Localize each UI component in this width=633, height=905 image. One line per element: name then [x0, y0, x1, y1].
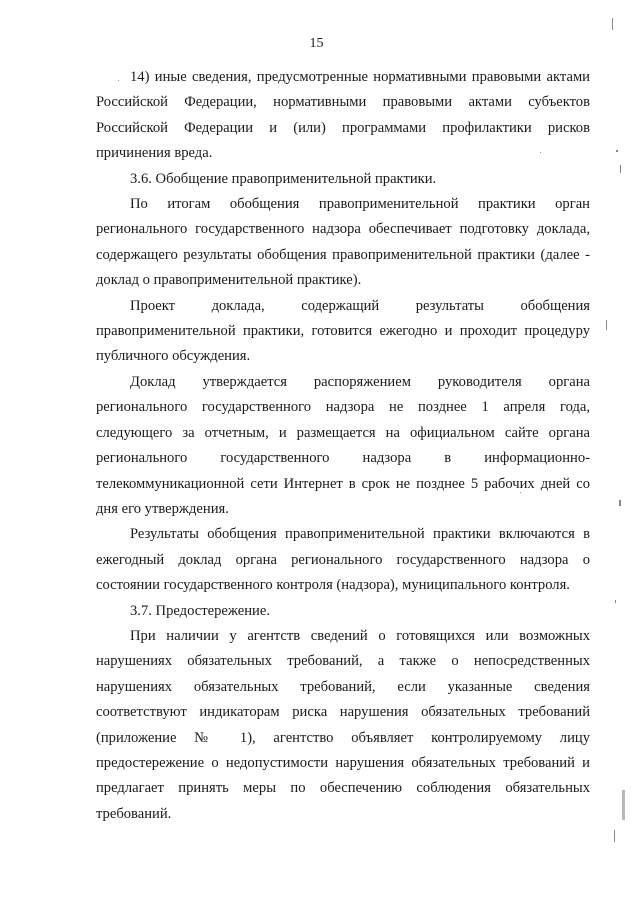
paragraph: По итогам обобщения правоприменительной практики орган регионального государственного надзора обеспечивает подготовку доклада, содержащего результаты обобщения правоприменительной практики (далее - доклад о правоприменительной практике). — [96, 196, 590, 289]
page-body — [96, 65, 590, 827]
paragraph: Доклад утверждается распоряжением руководителя органа регионального государственного надзора не позднее 1 апреля года, следующего за отчетным, и размещается на официальном сайте органа регионального государственного надзора в информационно-телекоммуникационной сети Интернет в срок не позднее 5 рабочих дней со дня его утверждения. — [96, 373, 590, 517]
page-number: 15 — [309, 36, 324, 51]
paragraph: Результаты обобщения правоприменительной практики включаются в ежегодный доклад органа регионального государственного надзора о состоянии государственного контроля (надзора), муниципального контроля. — [96, 526, 590, 594]
section-heading-3-7: 3.7. Предостережение. — [130, 602, 270, 619]
section-heading-3-6: 3.6. Обобщение правоприменительной практики. — [130, 170, 437, 187]
paragraph: При наличии у агентств сведений о готовящихся или возможных нарушениях обязательных требований, а также о непосредственных нарушениях обязательных требований, если указанные сведения соответствуют индикаторам риска нарушения обязательных требований (приложение № 1), агентство объявляет контролируемому лицу предостережение о недопустимости нарушения обязательных требований и предлагает принять меры по обеспечению соблюдения обязательных требований. — [96, 627, 590, 822]
paragraph-list-item-14: 14) иные сведения, предусмотренные нормативными правовыми актами Российской Федерации, нормативными правовыми актами субъектов Российской Федерации и (или) программами профилактики рисков причинения вреда. — [96, 69, 590, 162]
paragraph: Проект доклада, содержащий результаты обобщения правоприменительной практики, готовится ежегодно и проходит процедуру публичного обсуждения. — [96, 297, 590, 365]
